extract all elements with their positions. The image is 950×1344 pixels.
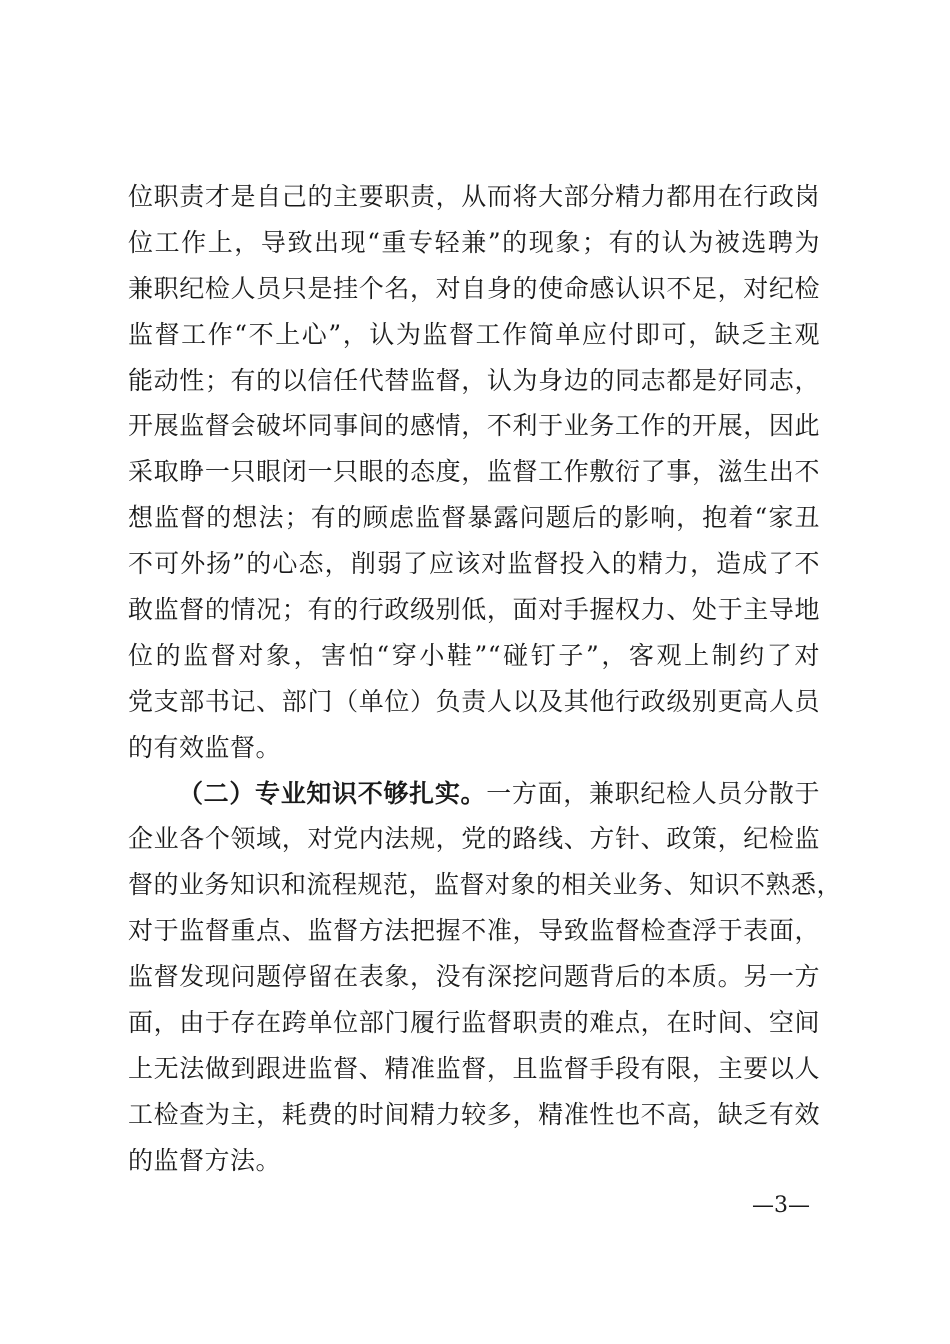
paragraph-line: 位职责才是自己的主要职责，从而将大部分精力都用在行政岗: [128, 182, 820, 211]
paragraph-line: 的有效监督。: [128, 732, 282, 762]
paragraph-line: 对于监督重点、监督方法把握不准，导致监督检查浮于表面，: [128, 916, 820, 946]
paragraph-line: 监督工作“不上心”，认为监督工作简单应付即可，缺乏主观: [128, 319, 820, 349]
paragraph-line: 党支部书记、部门（单位）负责人以及其他行政级别更高人员: [128, 686, 820, 716]
paragraph-line: 位工作上，导致出现“重专轻兼”的现象；有的认为被选聘为: [128, 227, 820, 257]
paragraph-line: 督的业务知识和流程规范，监督对象的相关业务、知识不熟悉，: [128, 870, 843, 900]
paragraph-line: 想监督的想法；有的顾虑监督暴露问题后的影响，抱着“家丑: [128, 503, 820, 533]
heading-line-text: 一方面，兼职纪检人员分散于: [486, 778, 820, 808]
paragraph-line: 敢监督的情况；有的行政级别低，面对手握权力、处于主导地: [128, 595, 820, 625]
paragraph-2: [128, 771, 843, 1184]
paragraph-line: 的监督方法。: [128, 1145, 282, 1175]
document-body: [128, 174, 843, 1184]
paragraph-line: 位的监督对象，害怕“穿小鞋”“碰钉子”，客观上制约了对: [128, 640, 820, 670]
paragraph-line: 不可外扬”的心态，削弱了应该对监督投入的精力，造成了不: [128, 549, 820, 579]
paragraph-line: 上无法做到跟进监督、精准监督，且监督手段有限，主要以人: [128, 1053, 820, 1083]
paragraph-line: 开展监督会破坏同事间的感情，不利于业务工作的开展，因此: [128, 411, 820, 441]
page-number: —3—: [752, 1193, 810, 1218]
paragraph-line: 兼职纪检人员只是挂个名，对自身的使命感认识不足，对纪检: [128, 273, 820, 303]
paragraph-line: 监督发现问题停留在表象，没有深挖问题背后的本质。另一方: [128, 962, 820, 992]
paragraph-1: [128, 174, 820, 771]
paragraph-first-line: [128, 771, 820, 817]
paragraph-line: 采取睁一只眼闭一只眼的态度，监督工作敷衍了事，滋生出不: [128, 457, 820, 487]
paragraph-line: 面，由于存在跨单位部门履行监督职责的难点，在时间、空间: [128, 1008, 820, 1038]
paragraph-line: 企业各个领域，对党内法规，党的路线、方针、政策，纪检监: [128, 824, 820, 854]
paragraph-line: 能动性；有的以信任代替监督，认为身边的同志都是好同志，: [128, 365, 820, 395]
section-heading: （二）专业知识不够扎实。: [178, 778, 487, 808]
paragraph-line: 工检查为主，耗费的时间精力较多，精准性也不高，缺乏有效: [128, 1099, 820, 1129]
